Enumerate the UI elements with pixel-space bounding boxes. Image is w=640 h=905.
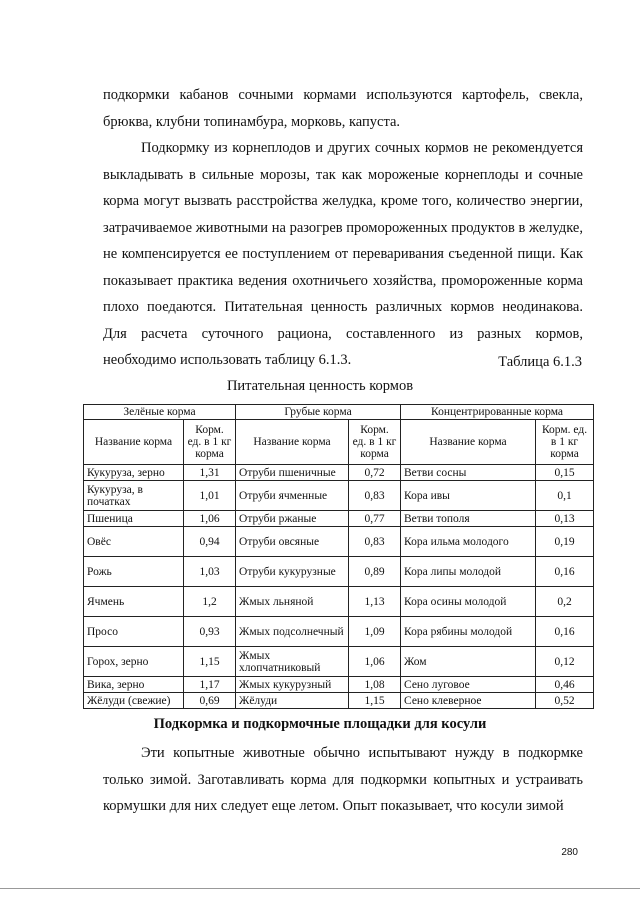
feed-value-cell: 0,89 bbox=[349, 557, 401, 587]
feed-value-cell: 0,83 bbox=[349, 527, 401, 557]
table-row bbox=[84, 465, 594, 481]
feed-name-cell: Сено луговое bbox=[401, 677, 536, 693]
feed-name-cell: Жёлуди (свежие) bbox=[84, 693, 184, 709]
feed-name-cell: Отруби ячменные bbox=[236, 481, 349, 511]
feed-value-cell: 0,93 bbox=[184, 617, 236, 647]
feed-name-cell: Отруби овсяные bbox=[236, 527, 349, 557]
feed-value-cell: 0,16 bbox=[536, 557, 594, 587]
paragraph-2: Подкормку из корнеплодов и других сочных кормов не рекомендуется выкладывать в сильные морозы, так как мороженые корнеплоды и сочные корма могут вызвать расстройства желудка, кроме того, количество энергии, затрачиваемое животными на разогрев промороженных продуктов в желудке, не компенсируется ее поступлением от переваривания съеденной пищи. Как показывает практика ведения охотничьего хозяйства, промороженные корма плохо поедаются. Питательная ценность различных кормов неодинакова. Для расчета суточного рациона, составленного из разных кормов, необходимо использовать таблицу 6.1.3. bbox=[103, 140, 583, 368]
table-row bbox=[84, 527, 594, 557]
table-caption: Питательная ценность кормов bbox=[226, 378, 414, 394]
feed-name-cell: Отруби кукурузные bbox=[236, 557, 349, 587]
feed-name-cell: Жмых хлопчатниковый bbox=[236, 647, 349, 677]
feed-value-cell: 0,12 bbox=[536, 647, 594, 677]
feed-value-table bbox=[83, 404, 594, 709]
column-header: Название корма bbox=[236, 420, 349, 465]
feed-name-cell: Ветви тополя bbox=[401, 511, 536, 527]
feed-value-cell: 0,52 bbox=[536, 693, 594, 709]
feed-value-cell: 1,31 bbox=[184, 465, 236, 481]
feed-name-cell: Пшеница bbox=[84, 511, 184, 527]
feed-name-cell: Ветви сосны bbox=[401, 465, 536, 481]
column-header: Корм. ед. в 1 кг корма bbox=[536, 420, 594, 465]
feed-value-cell: 0,16 bbox=[536, 617, 594, 647]
feed-name-cell: Отруби пшеничные bbox=[236, 465, 349, 481]
feed-value-cell: 0,83 bbox=[349, 481, 401, 511]
feed-value-cell: 1,01 bbox=[184, 481, 236, 511]
group-header-concentrated: Концентрированные корма bbox=[401, 405, 594, 420]
feed-name-cell: Жёлуди bbox=[236, 693, 349, 709]
feed-value-cell: 1,17 bbox=[184, 677, 236, 693]
table-row bbox=[84, 481, 594, 511]
feed-name-cell: Овёс bbox=[84, 527, 184, 557]
table-label: Таблица 6.1.3 bbox=[498, 354, 582, 370]
feed-name-cell: Кора рябины молодой bbox=[401, 617, 536, 647]
feed-name-cell: Рожь bbox=[84, 557, 184, 587]
feed-name-cell: Вика, зерно bbox=[84, 677, 184, 693]
feed-value-cell: 1,13 bbox=[349, 587, 401, 617]
feed-name-cell: Жмых кукурузный bbox=[236, 677, 349, 693]
feed-name-cell: Жмых льняной bbox=[236, 587, 349, 617]
feed-value-cell: 0,46 bbox=[536, 677, 594, 693]
feed-name-cell: Горох, зерно bbox=[84, 647, 184, 677]
table-row bbox=[84, 677, 594, 693]
feed-value-cell: 0,94 bbox=[184, 527, 236, 557]
table-row bbox=[84, 511, 594, 527]
feed-name-cell: Кора ильма молодого bbox=[401, 527, 536, 557]
scan-border-line bbox=[0, 888, 640, 889]
feed-value-cell: 1,08 bbox=[349, 677, 401, 693]
feed-name-cell: Кукуруза, зерно bbox=[84, 465, 184, 481]
feed-value-cell: 0,2 bbox=[536, 587, 594, 617]
column-header: Название корма bbox=[401, 420, 536, 465]
feed-name-cell: Кукуруза, в початках bbox=[84, 481, 184, 511]
feed-value-cell: 1,2 bbox=[184, 587, 236, 617]
feed-name-cell: Отруби ржаные bbox=[236, 511, 349, 527]
feed-name-cell: Жмых подсолнечный bbox=[236, 617, 349, 647]
feed-name-cell: Кора ивы bbox=[401, 481, 536, 511]
feed-value-cell: 1,15 bbox=[184, 647, 236, 677]
column-header: Корм. ед. в 1 кг корма bbox=[184, 420, 236, 465]
group-header-rough: Грубые корма bbox=[236, 405, 401, 420]
feed-value-cell: 1,06 bbox=[349, 647, 401, 677]
feed-name-cell: Сено клеверное bbox=[401, 693, 536, 709]
feed-name-cell: Кора липы молодой bbox=[401, 557, 536, 587]
feed-value-cell: 0,13 bbox=[536, 511, 594, 527]
feed-value-cell: 0,19 bbox=[536, 527, 594, 557]
table-column-header bbox=[84, 420, 594, 465]
feed-value-cell: 1,06 bbox=[184, 511, 236, 527]
table-row bbox=[84, 647, 594, 677]
table-row bbox=[84, 693, 594, 709]
table-row bbox=[84, 587, 594, 617]
feed-value-cell: 0,69 bbox=[184, 693, 236, 709]
feed-name-cell: Ячмень bbox=[84, 587, 184, 617]
paragraph-3: Эти копытные животные обычно испытывают нужду в подкормке только зимой. Заготавливать корма для подкормки копытных и устраивать кормушки для них следует еще летом. Опыт показывает, что косули зимой bbox=[103, 745, 583, 814]
column-header: Название корма bbox=[84, 420, 184, 465]
feed-value-cell: 0,77 bbox=[349, 511, 401, 527]
section-heading: Подкормка и подкормочные площадки для косули bbox=[153, 716, 487, 732]
table-row bbox=[84, 557, 594, 587]
feed-name-cell: Просо bbox=[84, 617, 184, 647]
feed-name-cell: Жом bbox=[401, 647, 536, 677]
feed-value-cell: 0,15 bbox=[536, 465, 594, 481]
group-header-green: Зелёные корма bbox=[84, 405, 236, 420]
feed-value-cell: 0,72 bbox=[349, 465, 401, 481]
column-header: Корм. ед. в 1 кг корма bbox=[349, 420, 401, 465]
paragraph-1: подкормки кабанов сочными кормами используются картофель, свекла, брюква, клубни топинамбура, морковь, капуста. bbox=[103, 87, 583, 130]
page-number: 280 bbox=[561, 847, 578, 858]
table-row bbox=[84, 617, 594, 647]
table-group-header bbox=[84, 405, 594, 420]
feed-value-cell: 0,1 bbox=[536, 481, 594, 511]
feed-value-cell: 1,09 bbox=[349, 617, 401, 647]
feed-value-cell: 1,15 bbox=[349, 693, 401, 709]
feed-value-cell: 1,03 bbox=[184, 557, 236, 587]
feed-name-cell: Кора осины молодой bbox=[401, 587, 536, 617]
